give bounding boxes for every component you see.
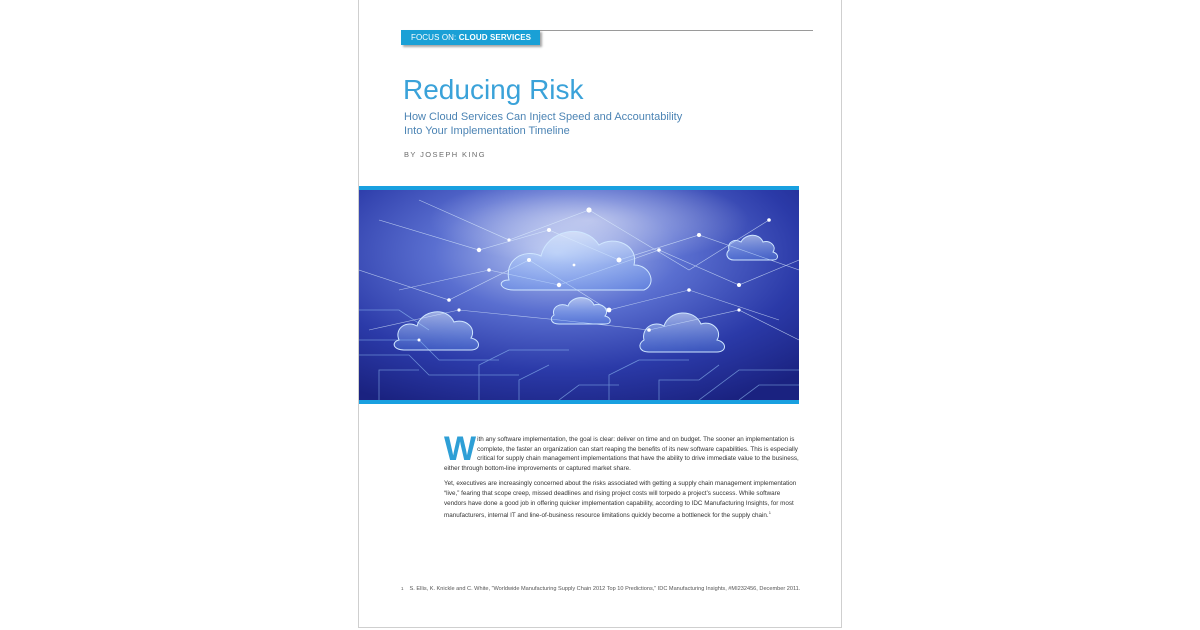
- dropcap-letter: W: [444, 430, 477, 468]
- footnote: [401, 586, 821, 592]
- body-paragraph-2: [444, 479, 804, 520]
- subtitle-line-2: Into Your Implementation Timeline: [404, 124, 570, 137]
- footnote-text: S. Ellis, K. Knickle and C. White, “Worldwide Manufacturing Supply Chain 2012 Top 10 Predictions,” IDC Manufacturing Insights, #MI232456, December 2011.: [409, 586, 801, 592]
- document-page: [358, 0, 842, 628]
- paragraph-1-text: ith any software implementation, the goal is clear: deliver on time and on budget. The sooner an implementation is complete, the faster an organization can start reaping the benefits of its new software capabilities. This is especially critical for supply chain management implementations that have the ability to drive immediate value to the business, either through bottom-line improvements or captured market share.: [444, 436, 799, 472]
- footnote-mark: 1: [401, 586, 404, 591]
- footnote-ref: 1: [768, 510, 771, 516]
- hero-bottom-bar: [359, 400, 799, 404]
- hero-cloud-image: [359, 190, 799, 400]
- section-badge-topic: CLOUD SERVICES: [458, 33, 532, 42]
- section-badge: [401, 30, 540, 45]
- paragraph-2-text: Yet, executives are increasingly concerned about the risks associated with getting a supply chain management implementation “live,” fearing that scope creep, missed deadlines and rising project costs will torpedo a project’s success. While software vendors have done a good job in offering quicker implementation capability, according to IDC Manufacturing Insights, for most manufacturers, internal IT and line-of-business resource limitations quickly become a bottleneck for the supply chain.: [444, 480, 797, 520]
- subtitle-line-1: How Cloud Services Can Inject Speed and Accountability: [404, 111, 683, 123]
- body-paragraph-1: [444, 430, 804, 473]
- section-badge-prefix: FOCUS ON:: [411, 33, 457, 42]
- author-byline: BY JOSEPH KING: [404, 150, 486, 159]
- article-body: [444, 430, 804, 527]
- article-subtitle: [404, 111, 704, 138]
- article-title: Reducing Risk: [403, 74, 584, 105]
